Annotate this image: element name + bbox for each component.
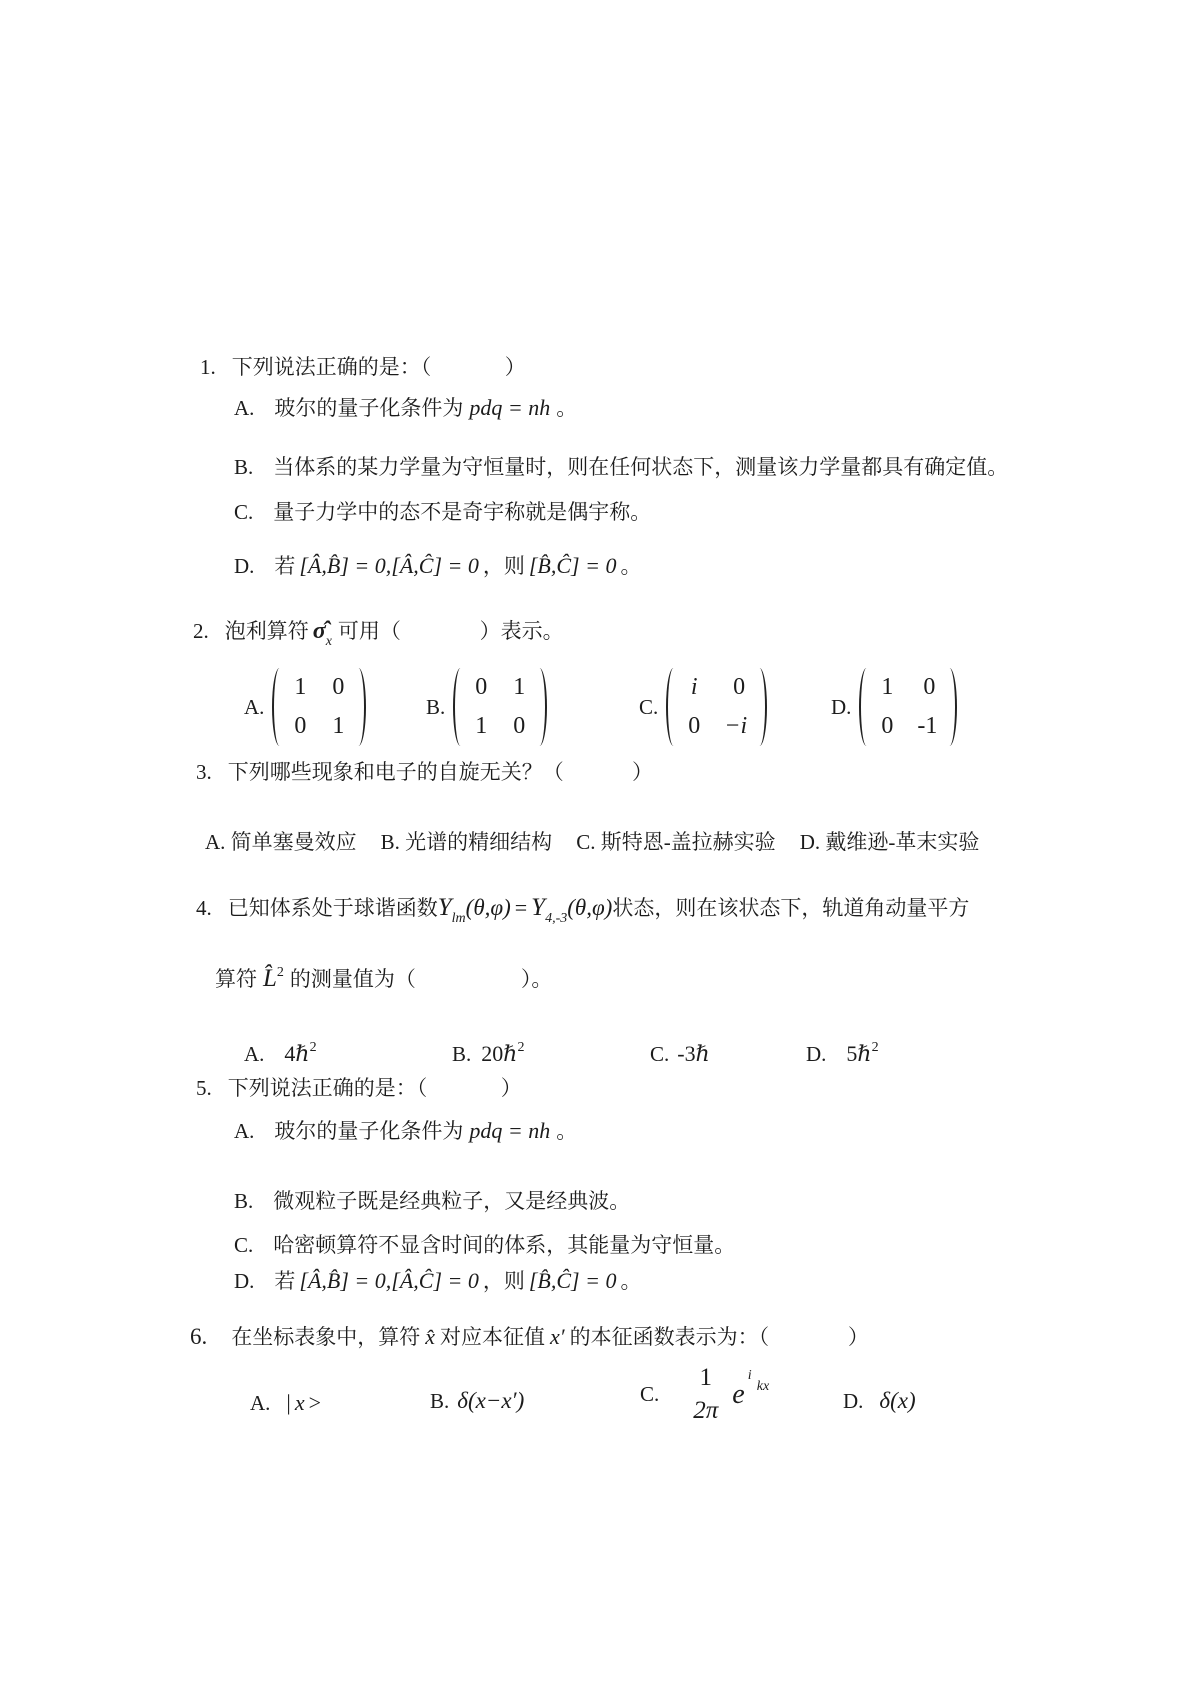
q4-L-squared: 2 (276, 965, 284, 980)
q1-option-c (234, 497, 651, 527)
q2-option-a-matrix (272, 668, 366, 746)
matrix-left-paren (272, 668, 287, 746)
q4-operator-pre: 算符 (215, 967, 257, 991)
q6-option-a-label: A. (250, 1390, 271, 1415)
q6-option-d (843, 1388, 916, 1414)
fraction-numerator: 1 (699, 1364, 713, 1391)
q3-stem-line (196, 757, 653, 787)
q5-stem-line (196, 1073, 522, 1103)
matrix-cell: 1 (332, 712, 345, 739)
q4-option-d (806, 1033, 879, 1069)
matrix-cell: 1 (294, 674, 307, 700)
q2-option-c-matrix (666, 668, 767, 746)
q1-number: 1. (200, 355, 216, 379)
matrix-cell: 0 (332, 674, 345, 700)
q3-options-row (205, 827, 979, 857)
q4-option-a-label: A. (244, 1042, 265, 1066)
q6-option-a-bar: | (286, 1390, 291, 1415)
q2-option-a-label: A. (244, 694, 265, 719)
q2-stem-pre: 泡利算符 (224, 619, 309, 643)
q4-sub-lm: lm (451, 911, 466, 926)
q5-option-d-formula2: [B̂,Ĉ] = 0 (528, 1268, 617, 1293)
matrix-cell: 0 (923, 674, 936, 700)
q5-option-c-label: C. (234, 1233, 254, 1257)
q1-option-a (234, 393, 577, 423)
q4-option-b-value: 20ℏ (481, 1041, 518, 1066)
q6-x-operator: x̂ (425, 1324, 436, 1349)
q4-stem-post: 状态，则在该状态下，轨道角动量平方 (612, 896, 970, 920)
q5-option-b (234, 1186, 630, 1216)
q1-option-d-formula1: [Â,B̂] = 0,[Â,Ĉ] = 0 (299, 553, 479, 578)
q4-L-operator: L̂ (263, 965, 277, 992)
q5-option-b-label: B. (234, 1189, 254, 1213)
q5-option-c-text: 哈密顿算符不显含时间的体系，其能量为守恒量。 (273, 1233, 736, 1257)
q6-option-d-formula: δ(x) (879, 1388, 916, 1413)
q2-option-b (426, 668, 547, 746)
q1-option-b-label: B. (234, 455, 254, 479)
matrix-cell: 1 (881, 674, 894, 700)
q4-number: 4. (196, 896, 212, 920)
q5-option-a (234, 1116, 577, 1146)
matrix-cell: 0 (513, 712, 526, 739)
q2-option-c-label: C. (639, 694, 659, 719)
q1-option-d-period: 。 (620, 554, 642, 578)
q4-operator-post: 的测量值为（ ）。 (289, 967, 553, 991)
matrix-right-paren (942, 668, 957, 746)
q4-option-d-sup: 2 (871, 1040, 879, 1055)
matrix-cell: 1 (513, 674, 526, 700)
q1-option-d (234, 551, 641, 581)
q4-option-b-sup: 2 (517, 1040, 525, 1055)
q6-option-c (640, 1362, 783, 1427)
q4-option-d-value: 5ℏ (846, 1041, 872, 1066)
q3-option-b: B. 光谱的精细结构 (380, 830, 553, 854)
q4-args-1: (θ,φ) (465, 895, 511, 920)
matrix-cell: 0 (881, 712, 894, 739)
q2-option-c (639, 668, 767, 746)
q6-stem-pre: 在坐标表象中，算符 (231, 1325, 421, 1349)
q4-args-2: (θ,φ) (567, 895, 613, 920)
q6-option-c-label: C. (640, 1382, 660, 1406)
fraction-denominator: 2π (693, 1396, 719, 1424)
q2-option-d-matrix (859, 668, 957, 746)
q4-option-c-value: -3ℏ (677, 1041, 710, 1066)
q5-option-b-text: 微观粒子既是经典粒子，又是经典波。 (273, 1189, 631, 1213)
q5-stem-text: 下列说法正确的是：（ ） (227, 1076, 522, 1100)
q4-spherical-harmonic-2: Y (531, 894, 546, 921)
matrix-cell: 0 (733, 674, 746, 700)
q4-option-c (650, 1033, 710, 1069)
q2-option-b-label: B. (426, 694, 446, 719)
q4-stem-line2 (215, 958, 552, 994)
q6-option-d-label: D. (843, 1388, 864, 1413)
q1-stem-line (200, 352, 526, 382)
matrix-left-paren (859, 668, 874, 746)
q4-spherical-harmonic-1: Y (437, 894, 452, 921)
q6-number: 6. (190, 1324, 208, 1349)
q6-option-c-fraction (693, 1362, 718, 1427)
q1-option-d-mid: ，则 (482, 554, 525, 578)
q5-number: 5. (196, 1076, 212, 1100)
exponent-kx: kx (756, 1378, 770, 1394)
q4-option-a-value: 4ℏ (284, 1041, 310, 1066)
q6-option-a (250, 1390, 321, 1416)
matrix-right-paren (532, 668, 547, 746)
q2-stem-line (193, 616, 564, 657)
q1-option-a-text: 玻尔的量子化条件为 (274, 396, 464, 420)
matrix-cell: 0 (688, 712, 701, 739)
q4-option-b (452, 1033, 524, 1069)
q2-stem-post: 可用（ ）表示。 (337, 619, 564, 643)
matrix-cell: 1 (475, 712, 488, 739)
matrix-right-paren (351, 668, 366, 746)
matrix-left-paren (453, 668, 468, 746)
q5-option-a-formula: pdq = nh (469, 1118, 551, 1143)
q2-sigma-operator: σ̂ (312, 618, 326, 644)
q5-option-c (234, 1230, 735, 1260)
q1-option-a-formula: pdq = nh (469, 395, 551, 420)
q6-stem-mid: 对应本征值 (440, 1325, 546, 1349)
q5-option-d-mid: ，则 (482, 1269, 525, 1293)
q5-option-d-pre: 若 (274, 1269, 296, 1293)
q1-stem-text: 下列说法正确的是：（ ） (231, 355, 526, 379)
q4-stem-line1 (196, 893, 969, 934)
q3-stem-text: 下列哪些现象和电子的自旋无关？（ ） (227, 760, 653, 784)
q6-option-a-x: x (294, 1390, 305, 1415)
q5-option-a-text: 玻尔的量子化条件为 (274, 1119, 464, 1143)
matrix-cell: −i (724, 712, 748, 739)
matrix-cell: 0 (294, 712, 307, 739)
q1-option-b (234, 452, 1008, 482)
q4-sub-4-3: 4,-3 (545, 911, 568, 926)
q4-option-c-label: C. (650, 1042, 670, 1066)
q6-option-a-ket: > (308, 1390, 322, 1415)
matrix-right-paren (752, 668, 767, 746)
q6-eigenvalue: x′ (550, 1324, 565, 1349)
q2-number: 2. (193, 619, 209, 643)
q5-option-d (234, 1266, 641, 1296)
q6-option-c-e: e (732, 1378, 745, 1410)
q5-option-d-formula1: [Â,B̂] = 0,[Â,Ĉ] = 0 (299, 1268, 479, 1293)
q2-option-d-label: D. (831, 694, 852, 719)
q4-option-a-sup: 2 (309, 1040, 317, 1055)
q6-option-b-formula: δ(x−x′) (457, 1388, 525, 1413)
q6-stem-line (190, 1322, 869, 1352)
exponent-i: i (747, 1367, 752, 1383)
q2-option-d (831, 668, 957, 746)
q6-option-c-exponent (745, 1367, 783, 1410)
q1-option-a-period: 。 (556, 396, 578, 420)
q4-option-d-label: D. (806, 1042, 827, 1066)
q3-option-a: A. 简单塞曼效应 (205, 830, 357, 854)
q4-stem-pre: 已知体系处于球谐函数 (227, 896, 438, 920)
q1-option-a-label: A. (234, 396, 255, 420)
q1-option-c-label: C. (234, 500, 254, 524)
q3-option-d: D. 戴维逊-革末实验 (799, 830, 980, 854)
q1-option-c-text: 量子力学中的态不是奇宇称就是偶宇称。 (273, 500, 652, 524)
q5-option-a-period: 。 (556, 1119, 578, 1143)
q6-option-b-label: B. (430, 1388, 450, 1413)
matrix-cell: -1 (917, 712, 938, 739)
q2-option-a (244, 668, 366, 746)
q2-sigma-subscript: x (325, 634, 332, 649)
q1-option-d-label: D. (234, 554, 255, 578)
q5-option-d-period: 。 (620, 1269, 642, 1293)
q3-option-c: C. 斯特恩-盖拉赫实验 (576, 830, 776, 854)
q6-stem-post: 的本征函数表示为：（ ） (569, 1325, 869, 1349)
q2-option-b-matrix (453, 668, 547, 746)
q1-option-b-text: 当体系的某力学量为守恒量时，则在任何状态下，测量该力学量都具有确定值。 (273, 455, 1009, 479)
q1-option-d-pre: 若 (274, 554, 296, 578)
q4-equals: = (514, 895, 528, 920)
q4-option-b-label: B. (452, 1042, 472, 1066)
q3-number: 3. (196, 760, 212, 784)
q5-option-d-label: D. (234, 1269, 255, 1293)
matrix-left-paren (666, 668, 681, 746)
matrix-cell: i (690, 674, 698, 700)
q4-option-a (244, 1033, 317, 1069)
matrix-cell: 0 (475, 674, 488, 700)
q5-option-a-label: A. (234, 1119, 255, 1143)
q6-option-b (430, 1388, 524, 1414)
q1-option-d-formula2: [B̂,Ĉ] = 0 (528, 553, 617, 578)
